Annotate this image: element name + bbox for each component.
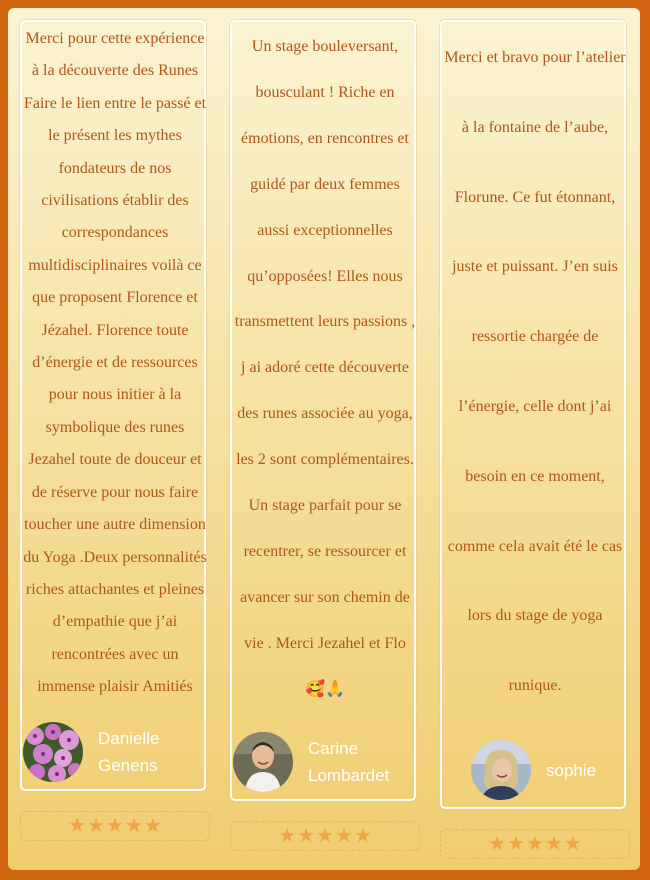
- text-line: recentrer, se ressourcer et: [243, 542, 407, 560]
- testimonial-text-2: [230, 24, 420, 713]
- star-icon: ★: [316, 825, 334, 847]
- text-line: immense plaisir Amitiés: [37, 678, 193, 696]
- rating-stars-3: [440, 829, 630, 859]
- text-line: Florune. Ce fut étonnant,: [454, 188, 616, 206]
- author-first-name: Danielle: [98, 729, 160, 748]
- text-line: Jézahel. Florence toute: [41, 321, 189, 339]
- author-last-name: Genens: [98, 756, 158, 775]
- star-icon: ★: [563, 833, 582, 855]
- text-line: correspondances: [61, 224, 169, 242]
- text-line: vie . Merci Jezahel et Flo: [244, 634, 406, 652]
- author-last-name: Lombardet: [308, 766, 390, 785]
- text-line: bousculant ! Riche en: [255, 83, 395, 101]
- text-line: à la fontaine de l’aube,: [461, 118, 609, 136]
- text-line: de réserve pour nous faire: [31, 483, 199, 501]
- text-line: d’énergie et de ressources: [32, 354, 198, 372]
- text-line: d’empathie que j’ai: [52, 613, 178, 631]
- text-line: fondateurs de nos: [58, 159, 172, 177]
- text-line: Un stage parfait pour se: [248, 497, 402, 515]
- text-line: transmettent leurs passions ,: [234, 313, 416, 331]
- star-icon: ★: [143, 815, 162, 837]
- avatar: [23, 722, 83, 782]
- author-name: [98, 725, 159, 779]
- text-line: comme cela avait été le cas: [447, 537, 623, 555]
- star-icon: ★: [278, 825, 297, 847]
- testimonial-author-2: [233, 732, 389, 792]
- text-line: Faire le lien entre le passé et: [23, 94, 207, 112]
- text-line: symbolique des runes: [45, 418, 185, 436]
- text-line: juste et puissant. J’en suis: [452, 258, 618, 276]
- text-line: l’énergie, celle dont j’ai: [458, 397, 612, 415]
- text-line: qu’opposées! Elles nous: [247, 267, 403, 285]
- text-line: riches attachantes et pleines: [25, 580, 205, 598]
- testimonial-text-1: [20, 23, 210, 704]
- testimonial-text-3: [440, 23, 630, 721]
- text-line: que proposent Florence et: [32, 289, 198, 307]
- star-icon: ★: [124, 815, 143, 837]
- text-line: des runes associée au yoga,: [237, 405, 413, 423]
- text-line: Jezahel toute de douceur et: [28, 451, 202, 469]
- author-first-name: sophie: [546, 760, 597, 780]
- avatar: [471, 740, 531, 800]
- text-line: civilisations établir des: [41, 192, 189, 210]
- star-icon: ★: [488, 833, 507, 855]
- rating-stars-2: [230, 821, 420, 851]
- star-icon: ★: [297, 825, 316, 847]
- text-line: le présent les mythes: [48, 127, 182, 145]
- testimonial-author-1: [23, 722, 159, 782]
- star-icon: ★: [526, 833, 544, 855]
- star-icon: ★: [353, 825, 372, 847]
- text-line: Merci pour cette expérience: [25, 30, 205, 47]
- author-first-name: Carine: [308, 739, 359, 758]
- text-line: les 2 sont complémentaires.: [236, 451, 414, 469]
- author-name: [546, 757, 596, 784]
- text-line: émotions, en rencontres et: [241, 129, 409, 147]
- text-line: toucher une autre dimension: [24, 516, 206, 534]
- text-line: lors du stage de yoga: [467, 607, 603, 625]
- text-line: aussi exceptionnelles: [257, 221, 393, 239]
- avatar: [233, 732, 293, 792]
- star-icon: ★: [507, 833, 526, 855]
- text-line: pour nous initier à la: [48, 386, 182, 404]
- star-icon: ★: [68, 815, 87, 837]
- rating-stars-1: [20, 811, 210, 841]
- text-line: Un stage bouleversant,: [251, 38, 399, 55]
- text-line: du Yoga .Deux personnalités: [23, 548, 207, 566]
- star-icon: ★: [544, 833, 563, 855]
- text-line: rencontrées avec un: [51, 645, 179, 663]
- text-line: avancer sur son chemin de: [240, 588, 410, 606]
- text-line: Merci et bravo pour l’atelier: [444, 49, 626, 66]
- text-line: besoin en ce moment,: [465, 467, 605, 485]
- text-line: guidé par deux femmes: [250, 175, 400, 193]
- testimonial-author-3: [471, 740, 596, 800]
- text-line: à la découverte des Runes: [31, 62, 199, 80]
- text-line: j ai adoré cette découverte: [241, 359, 409, 377]
- text-line: ressortie chargée de: [471, 328, 599, 346]
- author-name: [308, 735, 389, 789]
- text-line: multidisciplinaires voilà ce: [28, 256, 202, 274]
- star-icon: ★: [334, 825, 353, 847]
- star-icon: ★: [87, 815, 106, 837]
- star-icon: ★: [106, 815, 124, 837]
- text-line: runique.: [508, 677, 562, 695]
- emoji-line: 🥰🙏: [305, 680, 345, 698]
